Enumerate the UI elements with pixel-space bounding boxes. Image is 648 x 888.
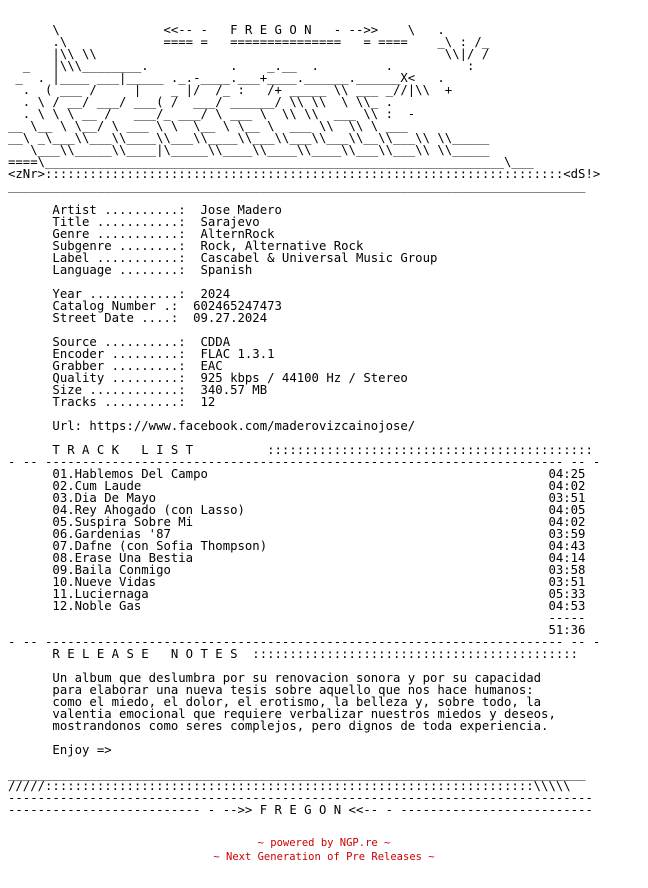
nfo-line: 02.Cum Laude 04:02 xyxy=(8,479,586,493)
nfo-line: \ <<-- - F R E G O N - -->> \ . xyxy=(8,23,445,37)
nfo-line: __\ _\___\\___\\____\\___\\____\\___\\___\\___\\__\\___\\ \\_____ xyxy=(8,131,490,145)
nfo-line: Enjoy => xyxy=(8,743,112,757)
nfo-line: ----- xyxy=(8,611,586,625)
nfo-line: 04.Rey Ahogado (con Lasso) 04:05 xyxy=(8,503,586,517)
nfo-line: Url: https://www.facebook.com/maderovizcainojose/ xyxy=(8,419,416,433)
nfo-line: como el miedo, el dolor, el erotismo, la belleza y, sobre todo, la xyxy=(8,695,542,709)
nfo-line: ====\______________________________________________________________\___ xyxy=(8,155,534,169)
nfo-line: . \ \ \ __ / ___/_ ___/ \ ___ \ \\ \\ ___ \\ : - xyxy=(8,107,416,121)
nfo-line: 05.Suspira Sobre Mi 04:02 xyxy=(8,515,586,529)
nfo-line: 11.Luciernaga 05:33 xyxy=(8,587,586,601)
nfo-line: . ( ___ / | _ |/ /_ : /+ _____ \\ ___ _//|\\ + xyxy=(8,83,453,97)
nfo-line: Grabber .........: EAC xyxy=(8,359,223,373)
nfo-line: T R A C K L I S T :::::::::::::::::::::::::::::::::::::::::::: xyxy=(8,443,593,457)
nfo-line: Un album que deslumbra por su renovacion sonora y por su capacidad xyxy=(8,671,542,685)
nfo-line: Artist ..........: Jose Madero xyxy=(8,203,282,217)
nfo-line: 51:36 xyxy=(8,623,586,637)
nfo-line: para elaborar una nueva tesis sobre aquello que nos hace humanos: xyxy=(8,683,534,697)
nfo-line: Size ............: 340.57 MB xyxy=(8,383,268,397)
nfo-line: -------------------------- - -->> F R E G O N <<-- - -------------------------- xyxy=(8,803,593,817)
nfo-line: Street Date ....: 09.27.2024 xyxy=(8,311,268,325)
nfo-line: 01.Hablemos Del Campo 04:25 xyxy=(8,467,586,481)
nfo-line: 03.Dia De Mayo 03:51 xyxy=(8,491,586,505)
nfo-line: - -- ---------------------------------------------------------------------- -- - xyxy=(8,635,601,649)
nfo-line: 10.Nueve Vidas 03:51 xyxy=(8,575,586,589)
nfo-line: _ . |____ ___|_____ ._.-____.___+____.______.______X< . xyxy=(8,71,445,85)
nfo-line: R E L E A S E N O T E S :::::::::::::::::::::::::::::::::::::::::::: xyxy=(8,647,579,661)
nfo-line: _ |\\\________. . _.__ . . : xyxy=(8,59,475,73)
nfo-line: \___\\_____\\____|\_____\\____\\____\\____\\___\\___\\ \\_____ xyxy=(8,143,490,157)
nfo-line: ------------------------------------------------------------------------------- xyxy=(8,791,593,805)
nfo-line: Subgenre ........: Rock, Alternative Rock xyxy=(8,239,364,253)
nfo-line: Year ............: 2024 xyxy=(8,287,231,301)
nfo-line: ______________________________________________________________________________ xyxy=(8,179,586,193)
nfo-line: .\ ==== = =============== = ==== _\ : /_ xyxy=(8,35,490,49)
nfo-line: 12.Noble Gas 04:53 xyxy=(8,599,586,613)
nfo-line: ______________________________________________________________________________ xyxy=(8,767,586,781)
nfo-line: valentia emocional que requiere verbalizar nuestros miedos y deseos, xyxy=(8,707,556,721)
nfo-line: mostrandonos como seres complejos, pero dignos de toda experiencia. xyxy=(8,719,549,733)
nfo-line: 06.Gardenias '87 03:59 xyxy=(8,527,586,541)
nfo-line: - -- ---------------------------------------------------------------------- -- - xyxy=(8,455,601,469)
nfo-text-block xyxy=(8,24,600,816)
nfo-line: Genre ...........: AlternRock xyxy=(8,227,275,241)
nfo-line: Catalog Number .: 602465247473 xyxy=(8,299,282,313)
footer-tagline: ~ Next Generation of Pre Releases ~ xyxy=(213,851,435,863)
nfo-line: 07.Dafne (con Sofia Thompson) 04:43 xyxy=(8,539,586,553)
nfo-line: Quality .........: 925 kbps / 44100 Hz / Stereo xyxy=(8,371,408,385)
nfo-line: |\\ \\ \\|/ / xyxy=(8,47,490,61)
nfo-line: Source ..........: CDDA xyxy=(8,335,231,349)
nfo-line: 08.Erase Una Bestia 04:14 xyxy=(8,551,586,565)
nfo-line: . \ / __/ ___/ ___( / ___/ ______/ \\ \\ \ \\_ . xyxy=(8,95,393,109)
nfo-line: Encoder .........: FLAC 1.3.1 xyxy=(8,347,275,361)
nfo-line: Label ...........: Cascabel & Universal Music Group xyxy=(8,251,438,265)
nfo-line: __ \__ \ \__/ \ ___ \ \ \__ \ \__ \ ___ \\ \\ \ ___ xyxy=(8,119,408,133)
nfo-line: Title ...........: Sarajevo xyxy=(8,215,260,229)
footer-powered-by: ~ powered by NGP.re ~ xyxy=(257,837,391,849)
nfo-line: 09.Baila Conmigo 03:58 xyxy=(8,563,586,577)
nfo-line: Language ........: Spanish xyxy=(8,263,253,277)
nfo-line: <zNr>::::::::::::::::::::::::::::::::::::::::::::::::::::::::::::::::::::::<dS!> xyxy=(8,167,601,181)
nfo-line: /////::::::::::::::::::::::::::::::::::::::::::::::::::::::::::::::::::\\\\\ xyxy=(8,779,571,793)
nfo-line: Tracks ..........: 12 xyxy=(8,395,216,409)
